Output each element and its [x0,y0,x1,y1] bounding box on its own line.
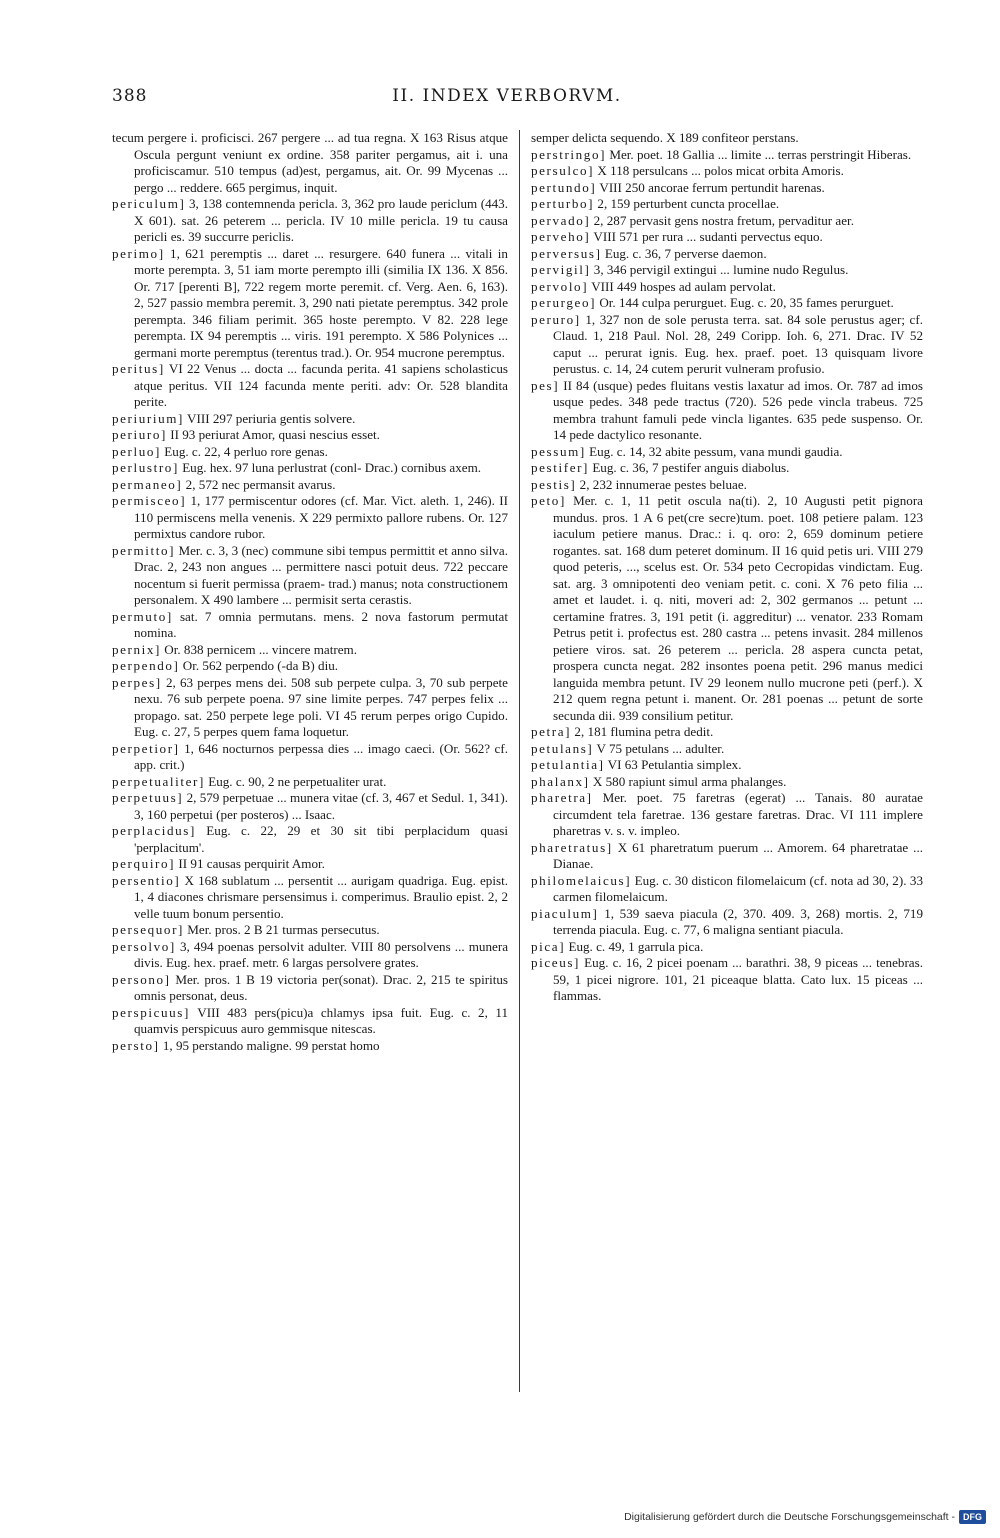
entry-lemma: petulans] [531,740,594,756]
index-entry [531,939,923,956]
entry-lemma: perpetualiter] [112,773,205,789]
entry-lemma: persequor] [112,922,184,937]
entry-lemma: perlustro] [112,460,179,475]
index-entry [531,180,923,197]
entry-text: VIII 483 pers(picu)a chlamys ipsa fuit. Eug. c. 2, 11 quamvis perspicuus auro gemmisque nitescas. [134,1004,508,1036]
entry-lemma: perurgeo] [531,295,597,310]
index-entry [531,724,923,741]
entry-text: VI 22 Venus ... docta ... facunda perita. 41 sapiens scholasticus atque peritus. VII 124 facunda mente periti. adv: Or. 528 blandita perite. [134,361,508,409]
entry-lemma: phalanx] [531,773,590,789]
entry-text: Eug. c. 16, 2 picei poenam ... barathri. 38, 9 piceas ... tenebras. 59, 1 picei nigrore. 101, 21 piceaque blatta. Cato lux. 15 piceas ... flammas. [553,955,923,1003]
entry-text: Mer. c. 1, 11 petit oscula na(ti). 2, 10 Augusti petit pignora mundus. pros. 1 A 6 pet(cre secre)tum. poet. 108 petiere palam. 123 iaculum petiere manus. Drac.: i. q. oro: 2, 659 dominum petiere rogantes. sat. 168 dum peteret dominum. II 16 quid petis uri. VIII 279 quod peteris, ..., scelus est. Or. 534 peto Cecropidas vindictam. Eug. sat. arg. 3 omnipotenti deo veniam petit. c. coni. X 76 peto filia ... amet et laudet. i. q. niti, moveri ad: 2, 302 germanos ... petunt ... certamine fratres. 3, 191 petit (i. aggreditur) ... venator. 233 Romam Petrus petit i. profectus est. 280 castra ... petens invasit. 284 millenos petiere viros. sat. 26 peterem ... pericla. 28 aspera cuncta petat, prospera cuncta negat. 282 insontes poena petit. 296 manus medici languida membra petunt. IV 29 leonem nullo mucrone peti (perf.). X 212 quem regna petunt i. manent. Or. 281 poenas ... petunt de sorte secunda dii. 939 consilium petitur. [553,493,923,723]
entry-lemma: permaneo] [112,476,183,492]
entry-text: 2, 63 perpes mens dei. 508 sub perpete culpa. 3, 70 sub perpete nexu. 76 sub perpete poena. 97 sine limite perpes. 747 perpes felix ... propago. sat. 250 perpete lege poli. VI 45 rerum perpes origo Cupido. Eug. c. 27, 5 perpes quem fama loquetur. [134,674,508,739]
entry-lemma: peruro] [531,311,581,327]
index-entry [531,741,923,758]
index-entry [531,163,923,180]
page-number: 388 [112,86,148,106]
footer [624,1510,986,1524]
entry-lemma: periurium] [112,410,184,426]
index-entry [112,460,508,477]
index-entry [112,922,508,939]
entry-lemma: pestifer] [531,460,590,475]
entry-text: VIII 297 periuria gentis solvere. [187,410,356,426]
entry-text: 1, 539 saeva piacula (2, 370. 409. 3, 268) mortis. 2, 719 terrenda piacula. Eug. c. 77, 6 maligna sentiant piacula. [553,905,923,937]
entry-lemma: persto] [112,1037,160,1053]
entry-text: Eug. c. 36, 7 perverse daemon. [604,245,767,261]
index-entry [112,939,508,972]
entry-text: Eug. c. 30 disticon filomelaicum (cf. nota ad 30, 2). 33 carmen filomelaicum. [553,872,923,904]
index-entry [112,741,508,774]
entry-text: sat. 7 omnia permutans. mens. 2 nova fastorum permutat nomina. [134,608,509,640]
entry-lemma: peritus] [112,361,165,376]
entry-text: 2, 159 perturbent cuncta procellae. [597,196,780,211]
entry-text: X 61 pharetratum puerum ... Amorem. 64 pharetratae ... Dianae. [553,839,924,871]
entry-lemma: pertundo] [531,179,597,195]
index-entry [112,675,508,741]
entry-text: II 91 causas perquirit Amor. [178,856,325,871]
index-entry [531,460,923,477]
entry-text: Mer. c. 3, 3 (nec) commune sibi tempus permittit et anno silva. Drac. 2, 243 non angues ... permittere nasci potuit deus. 722 peccare nocentum si fuerit permissa (praem- trad.) manus; nota constructionem personalem. X 490 lambere ... permisit serta cerastis. [134,542,509,607]
entry-lemma: pharetra] [531,790,593,805]
index-entry [112,196,508,246]
entry-text: Eug. c. 22, 4 perluo rore genas. [164,443,328,459]
funding-note: Digitalisierung gefördert durch die Deutsche Forschungsgemeinschaft - [624,1511,955,1523]
entry-text: 2, 232 innumerae pestes beluae. [579,476,747,492]
index-entry [531,774,923,791]
index-entry [531,444,923,461]
entry-lemma: perpes] [112,674,162,690]
page-title: II. INDEX VERBORVM. [392,86,622,106]
index-entry [531,493,923,724]
entry-text: 1, 95 perstando maligne. 99 perstat homo [162,1037,380,1053]
entry-lemma: periuro] [112,427,167,442]
entry-text: 2, 181 flumina petra dedit. [574,724,714,739]
index-entry [112,246,508,362]
entry-text: 2, 572 nec permansit avarus. [185,476,336,492]
entry-lemma: periculum] [112,196,186,211]
entry-text: 1, 621 peremptis ... daret ... resurgere. 640 funera ... vitali in morte perempta. 3, 51 iam morte perempto illi (similia IX 136. X 856. Or. 717 [perenti B], 722 regem morte peremit. cf. Verg. Aen. 6, 163). 2, 527 passio membra peremit. 3, 290 nati pietate peremptus. 342 prole perempta. 346 filiam perimit. 365 hoste perempto. V 82. 228 lege perempta. IX 94 peremptis ... viris. 191 perempto. X 586 Polynices ... germani morte peremptus (terentus trad.). Or. 954 mucrone peremptus. [134,245,508,360]
entry-lemma: persulco] [531,163,595,178]
entry-lemma: persono] [112,971,171,987]
entry-lemma: perplacidus] [112,823,196,838]
index-entry [112,790,508,823]
index-entry [531,955,923,1005]
index-entry [531,279,923,296]
index-entry [531,246,923,263]
entry-lemma: perspicuus] [112,1004,190,1020]
entry-lemma: pernix] [112,641,162,657]
index-entry [112,493,508,543]
entry-lemma: pharetratus] [531,839,613,855]
index-entry [531,906,923,939]
entry-text: VIII 449 hospes ad aulam pervolat. [591,278,776,294]
entry-text: Mer. poet. 18 Gallia ... limite ... terras perstringit Hiberas. [609,146,912,162]
entry-text: Mer. poet. 75 faretras (egerat) ... Tanais. 80 auratae circumdent tela faretrae. 136 gestare faretras. Drac. VI 111 implere pharetras v. s. v. impleo. [553,790,923,838]
entry-text: Eug. c. 22, 29 et 30 sit tibi perplacidum quasi 'perplacitum'. [134,823,508,855]
entry-text: Eug. c. 49, 1 garrula pica. [568,938,704,954]
entry-text: V 75 petulans ... adulter. [596,740,725,756]
index-entry [531,262,923,279]
index-entry [531,130,923,147]
entry-text: Eug. c. 90, 2 ne perpetualiter urat. [208,773,387,789]
entry-text: 1, 177 permiscentur odores (cf. Mar. Vict. aleth. 1, 246). II 110 permiscens mella venenis. X 229 permixto pallore rubens. Or. 127 permixtus candore rubor. [134,493,508,541]
index-entry [531,477,923,494]
entry-lemma: piaculum] [531,905,599,921]
entry-text: VIII 250 ancorae ferrum pertundit harenas. [599,179,825,195]
entry-text: X 118 persulcans ... polos micat orbita Amoris. [597,163,844,178]
index-entry [531,229,923,246]
entry-lemma: pessum] [531,443,586,459]
entry-lemma: pervolo] [531,278,589,294]
entry-lemma: perquiro] [112,856,176,871]
entry-lemma: piceus] [531,955,581,970]
index-entry [112,972,508,1005]
entry-lemma: pica] [531,938,566,954]
index-entry [531,757,923,774]
entry-text: VI 63 Petulantia simplex. [607,757,742,772]
index-entry [112,477,508,494]
index-entry [112,823,508,856]
entry-lemma: perversus] [531,245,602,261]
entry-lemma: perimo] [112,245,165,261]
entry-lemma: pes] [531,377,560,393]
entry-text: Or. 562 perpendo (-da B) diu. [182,658,339,673]
entry-text: Mer. pros. 1 B 19 victoria per(sonat). Drac. 2, 215 te spiritus omnis personat, deus. [134,971,508,1003]
entry-lemma: perpetuus] [112,790,184,805]
entry-text: 1, 646 nocturnos perpessa dies ... imago caeci. (Or. 562? cf. app. crit.) [134,740,508,772]
entry-lemma: permuto] [112,608,173,624]
entry-text: 1, 327 non de sole perusta terra. sat. 84 sole perustus ager; cf. Claud. 1, 218 Paul. Nol. 28, 249 Coripp. Ioh. 6, 271. Drac. IV 52 caput ... perurat ignis. Eug. hex. praef. poet. 13 quisquam livore perustus. c. 14, 24 cutem perurit vulneram profusio. [553,311,923,376]
entry-lemma: permitto] [112,542,176,558]
index-entry [112,1005,508,1038]
entry-text: II 93 periurat Amor, quasi nescius esset. [170,427,380,442]
entry-lemma: pervado] [531,212,591,228]
index-entry [531,147,923,164]
index-entry [531,213,923,230]
index-entry [531,790,923,840]
entry-text: 2, 579 perpetuae ... munera vitae (cf. 3, 467 et Sedul. 1, 341). 3, 160 perpetui (per posteros) ... Isaac. [134,790,508,822]
entry-text: Or. 144 culpa perurguet. Eug. c. 20, 35 fames perurguet. [599,295,894,310]
index-entry [531,312,923,378]
entry-lemma: perpendo] [112,658,180,673]
entry-text: Mer. pros. 2 B 21 turmas persecutus. [187,922,380,937]
index-entry [531,378,923,444]
entry-text: X 168 sublatum ... persentit ... aurigam quadriga. Eug. epist. 1, 4 diacones chrismare persensimus i. comperimus. Braulio epist. 2, 2 velle tuum bonum persentio. [134,872,508,921]
entry-text: 3, 138 contemnenda pericla. 3, 362 pro laude periclum (443. X 601). sat. 26 peterem ... pericla. IV 10 mille pericla. 19 tu causa pericli es. 39 succurre periclis. [134,196,508,244]
entry-lemma: peto] [531,493,566,508]
index-entry [112,609,508,642]
column-divider [519,130,520,1392]
running-header [112,86,902,112]
entry-text: X 580 rapiunt simul arma phalanges. [592,773,787,789]
entry-lemma: petulantia] [531,757,605,772]
entry-text: 2, 287 pervasit gens nostra fretum, pervaditur aer. [593,212,854,228]
index-entry [112,411,508,428]
right-column [531,130,923,1005]
entry-text: II 84 (usque) pedes fluitans vestis laxatur ad imos. Or. 787 ad imos usque pedes. 348 pede tractus (720). 526 pede vincla trabeus. 725 membra trahunt famuli pede vincla ligantes. 635 pede suspenso. Or. 14 pede dactylico resonante. [553,377,923,442]
index-entry [112,856,508,873]
index-entry [112,543,508,609]
left-column [112,130,508,1054]
index-entry [112,774,508,791]
index-entry [531,196,923,213]
entry-text: Or. 838 pernicem ... vincere matrem. [164,641,357,657]
index-entry [112,361,508,411]
entry-text: Eug. hex. 97 luna perlustrat (conl- Drac.) cornibus axem. [182,460,482,475]
entry-lemma: persolvo] [112,938,176,954]
entry-lemma: persentio] [112,872,181,888]
index-entry [112,658,508,675]
index-entry [531,840,923,873]
entry-text: 3, 346 pervigil extingui ... lumine nudo Regulus. [593,262,849,277]
entry-text: VIII 571 per rura ... sudanti pervectus equo. [593,229,823,244]
entry-lemma: perstringo] [531,146,607,162]
index-entry [531,873,923,906]
entry-lemma: pestis] [531,476,577,492]
entry-lemma: permisceo] [112,493,187,508]
index-entry [112,873,508,923]
entry-text: Eug. c. 14, 32 abite pessum, vana mundi gaudia. [589,443,843,459]
index-entry [112,642,508,659]
index-entry [112,130,508,196]
index-entry [112,1038,508,1055]
entry-lemma: petra] [531,724,572,739]
entry-lemma: pervigil] [531,262,591,277]
entry-lemma: philomelaicus] [531,872,632,888]
entry-text: Eug. c. 36, 7 pestifer anguis diabolus. [592,460,790,475]
index-entry [112,444,508,461]
dfg-logo: DFG [959,1510,986,1524]
entry-text: 3, 494 poenas persolvit adulter. VIII 80 persolvens ... munera divis. Eug. hex. praef. metr. 6 largas persolvere grates. [134,938,509,970]
entry-lemma: perveho] [531,229,591,244]
entry-text: semper delicta sequendo. X 189 confiteor perstans. [531,130,799,145]
entry-text: tecum pergere i. proficisci. 267 pergere ... ad tua regna. X 163 Risus atque Oscula pergunt veniunt ex ordine. 358 pariter pergamus, ait i. una proficiscamur. 510 tempus (ad)est, pergamus, ait. Or. 99 Mycenas ... pergo ... reddere. 665 pergimus, inquit. [112,130,508,195]
index-entry [531,295,923,312]
entry-lemma: perturbo] [531,196,595,211]
entry-lemma: perpetior] [112,740,180,756]
index-entry [112,427,508,444]
entry-lemma: perluo] [112,443,162,459]
